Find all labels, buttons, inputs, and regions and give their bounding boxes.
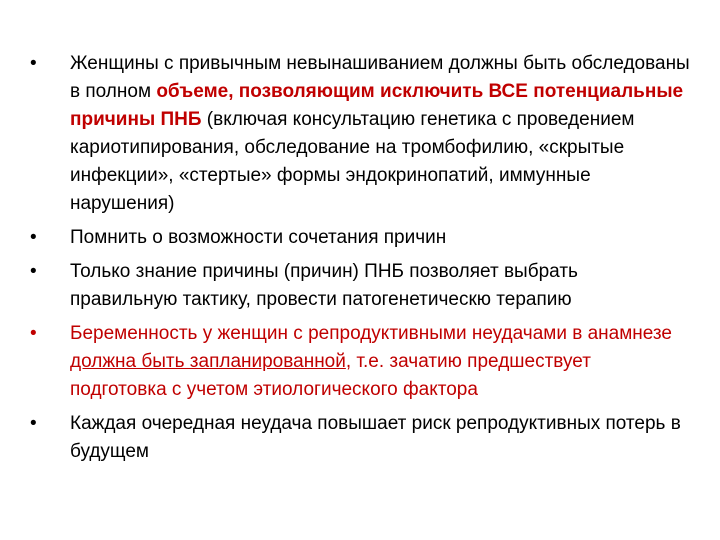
bullet-marker: • xyxy=(30,53,37,74)
bullet-text xyxy=(70,224,690,252)
bullet-underlined-text: должна быть запланированной xyxy=(70,351,346,372)
bullet-text xyxy=(70,258,690,314)
bullet-text xyxy=(70,410,690,466)
bullet-text xyxy=(70,50,690,218)
bullet-item-5 xyxy=(30,410,690,466)
bullet-text-segment: , т.е. зачатию предшествует подготовка с учетом этиологического фактора xyxy=(70,351,591,400)
bullet-marker: • xyxy=(30,261,37,282)
bullet-item-2 xyxy=(30,224,690,252)
bullet-emphasis-text: объеме, позволяющим исключить ВСЕ потенциальные причины ПНБ xyxy=(70,81,684,130)
bullet-item-1 xyxy=(30,50,690,218)
bullet-text-segment: Каждая очередная неудача повышает риск репродуктивных потерь в будущем xyxy=(70,413,681,462)
bullet-marker: • xyxy=(30,227,37,248)
bullet-text-segment: Помнить о возможности сочетания причин xyxy=(70,227,447,248)
bullet-list xyxy=(30,50,690,472)
bullet-text-segment: Женщины с привычным невынашиванием должны быть обследованы в полном xyxy=(70,53,690,102)
bullet-text-segment: Беременность у женщин с репродуктивными неудачами в анамнезе xyxy=(70,323,672,344)
bullet-text xyxy=(70,320,690,404)
bullet-marker: • xyxy=(30,323,37,344)
bullet-item-4 xyxy=(30,320,690,404)
bullet-text-segment: Только знание причины (причин) ПНБ позволяет выбрать правильную тактику, провести патогенетическю терапию xyxy=(70,261,578,310)
bullet-text-segment: (включая консультацию генетика с проведением кариотипирования, обследование на тромбофилию, «скрытые инфекции», «стертые» формы эндокринопатий, иммунные нарушения) xyxy=(70,109,635,214)
bullet-item-3 xyxy=(30,258,690,314)
bullet-marker: • xyxy=(30,413,37,434)
